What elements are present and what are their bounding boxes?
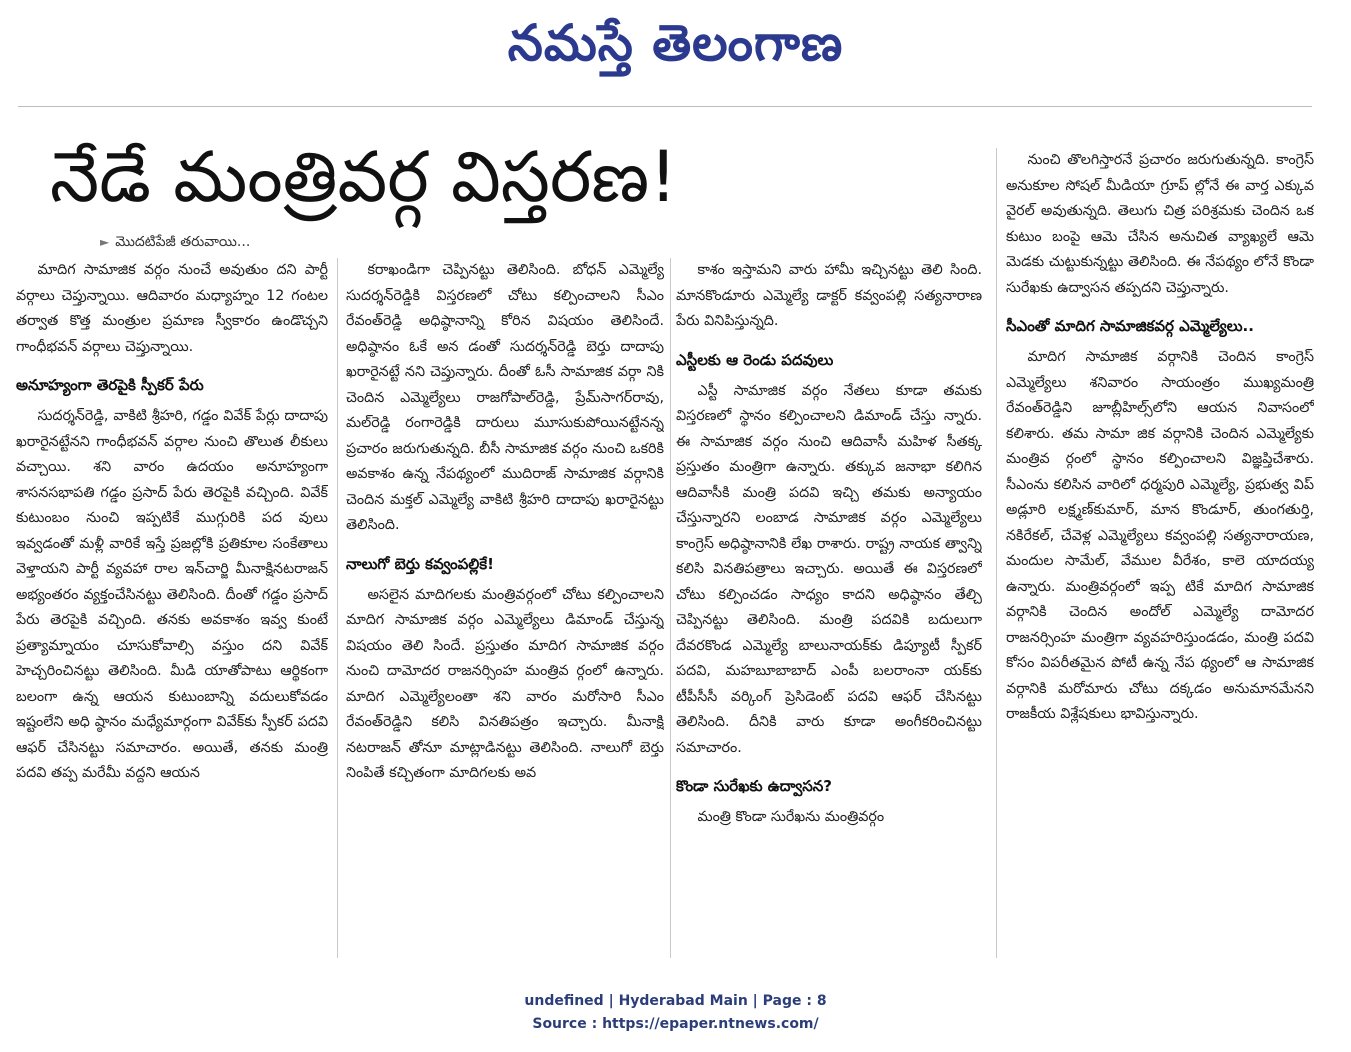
subheading: సీఎంతో మాదిగ సామాజికవర్గ ఎమ్మెల్యేలు..: [1006, 317, 1254, 335]
subheading: ఎస్టీలకు ఆ రెండు పదవులు: [676, 350, 834, 369]
headline: నేడే మంత్రివర్గ విస్తరణ!: [50, 136, 678, 218]
article-column-4: [1006, 148, 1314, 960]
column-divider: [337, 258, 338, 958]
newspaper-logo: నమస్తే తెలంగాణ: [507, 14, 844, 72]
column-divider: [996, 148, 997, 958]
paragraph: అసలైన మాదిగలకు మంత్రివర్గంలో చోటు కల్పించాలని మాదిగ సామాజిక వర్గం ఎమ్మెల్యేలు డిమాండ్ చేస్తున్న విషయం తెలి సిందే. ప్రస్తుతం మాదిగ సామాజిక వర్గం నుంచి దామోదర రాజనర్సింహ మంత్రివ ర్గంలో ఉన్నారు. మాదిగ ఎమ్మెల్యేలంతా శని వారం మరోసారి సీఎం రేవంత్‌రెడ్డిని కలిసి వినతిపత్రం ఇచ్చారు. మీనాక్షి నటరాజన్ తోనూ మాట్లాడినట్టు తెలిసింది. నాలుగో బెర్తు నింపితే కచ్చితంగా మాదిగలకు అవ: [346, 586, 664, 781]
subheading: నాలుగో బెర్తు కవ్వంపల్లికే!: [346, 554, 494, 573]
paragraph: మాదిగ సామాజిక వర్గానికి చెందిన కాంగ్రెస్ ఎమ్మెల్యేలు శనివారం సాయంత్రం ముఖ్యమంత్రి రేవంత్‌రెడ్డిని జూబ్లీహిల్స్‌లోని ఆయన నివాసంలో కలిశారు. తమ సామా జిక వర్గానికి చెందిన ఎమ్మెల్యేకు మంత్రివ ర్గంలో స్థానం కల్పించాలని విజ్ఞప్తిచేశారు. సీఎంను కలిసిన వారిలో ధర్మపురి ఎమ్మెల్యే, ప్రభుత్వ విప్ అడ్లూరి లక్ష్మణ్‌కుమార్, మాన కొండూర్, తుంగతుర్తి, నకిరేకల్, చేవెళ్ల ఎమ్మెల్యేలు కవ్వంపల్లి సత్యనారాయణ, మందుల సామేల్, వేముల వీరేశం, కాలె యాదయ్య ఉన్నారు. మంత్రివర్గంలో ఇప్ప టికే మాదిగ సామాజిక వర్గానికి చెందిన అందోల్ ఎమ్మెల్యే దామోదర రాజనర్సింహ మంత్రిగా వ్యవహరిస్తుండడం, మంత్రి పదవి కోసం విపరీతమైన పోటీ ఉన్న నేప థ్యంలో ఆ సామాజిక వర్గానికి మరోమారు చోటు దక్కడం అనుమానమేనని రాజకీయ విశ్లేషకులు భావిస్తున్నారు.: [1006, 349, 1314, 722]
paragraph: నుంచి తొలగిస్తారనే ప్రచారం జరుగుతున్నది. కాంగ్రెస్ అనుకూల సోషల్ మీడియా గ్రూప్ ల్లోనే ఈ వార్త ఎక్కువ వైరల్ అవుతున్నది. తెలుగు చిత్ర పరిశ్రమకు చెందిన ఒక కుటుం బంపై ఆమె చేసిన అనుచిత వ్యాఖ్యలే ఆమె మెడకు చుట్టుకున్నట్టు తెలిసింది. ఈ నేపథ్యం లోనే కొండా సురేఖకు ఉద్వాసన తప్పదని చెప్తున్నారు.: [1006, 152, 1314, 296]
paragraph: ఎస్టీ సామాజిక వర్గం నేతలు కూడా తమకు విస్తరణలో స్థానం కల్పించాలని డిమాండ్ చేస్తు న్నారు. ఈ సామాజిక వర్గం నుంచి ఆదివాసీ మహిళ సీతక్క ప్రస్తుతం మంత్రిగా ఉన్నారు. తక్కువ జనాభా కలిగిన ఆదివాసీకి మంత్రి పదవి ఇచ్చి తమకు అన్యాయం చేస్తున్నారని లంబాడ సామాజిక వర్గం ఎమ్మెల్యేలు కాంగ్రెస్ అధిష్ఠానానికి లేఖ రాశారు. రాష్ట్ర నాయక త్వాన్ని కలిసి వినతిపత్రాలు ఇచ్చారు. అయితే ఈ విస్తరణలో చోటు కల్పించడం సాధ్యం కాదని అధిష్ఠానం తేల్చి చెప్పినట్టు తెలిసింది. మంత్రి పదవికి బదులుగా దేవరకొండ ఎమ్మెల్యే బాలునాయక్‌కు డిప్యూటీ స్పీకర్ పదవి, మహబూబాబాద్ ఎంపీ బలరాంనా యక్‌కు టీపీసీసీ వర్కింగ్ ప్రెసిడెంట్ పదవి ఆఫర్ చేసినట్టు తెలిసింది. దీనికి వారు కూడా అంగీకరించినట్టు సమాచారం.: [676, 382, 982, 756]
article-column-2: [346, 258, 664, 960]
paragraph: మంత్రి కొండా సురేఖను మంత్రివర్గం: [697, 809, 885, 825]
footer-source: Source : https://epaper.ntnews.com/: [532, 1016, 819, 1032]
footer-page-info: undefined | Hyderabad Main | Page : 8: [524, 993, 827, 1009]
masthead: [0, 4, 1351, 82]
article-column-3: [676, 258, 982, 960]
masthead-divider: [18, 106, 1312, 107]
paragraph: కరాఖండిగా చెప్పినట్టు తెలిసింది. బోధన్ ఎమ్మెల్యే సుదర్శన్‌రెడ్డికి విస్తరణలో చోటు కల్పించాలని సీఎం రేవంత్‌రెడ్డి అధిష్ఠానాన్ని కోరిన విషయం తెలిసిందే. అధిష్ఠానం ఓకే అన డంతో సుదర్శన్‌రెడ్డి బెర్తు దాదాపు ఖరారైనట్టే నని చెప్తున్నారు. దీంతో ఓసీ సామాజిక వర్గా నికి చెందిన ఎమ్మెల్యేలు రాజగోపాల్‌రెడ్డి, ప్రేమ్‌సాగర్‌రావు, మల్‌రెడ్డి రంగారెడ్డికి దారులు మూసుకుపోయినట్టేనన్న ప్రచారం జరుగుతున్నది. బీసీ సామాజిక వర్గం నుంచి ఒకరికి అవకాశం ఉన్న నేపథ్యంలో ముదిరాజ్ సామాజిక వర్గానికి చెందిన మక్తల్ ఎమ్మెల్యే వాకిటి శ్రీహరి దాదాపు ఖరారైనట్టు తెలిసింది.: [346, 262, 664, 533]
continued-label: మొదటిపేజీ తరువాయి...: [115, 234, 251, 250]
paragraph: మాదిగ సామాజిక వర్గం నుంచే అవుతుం దని పార్టీ వర్గాలు చెప్తున్నాయి. ఆదివారం మధ్యాహ్నం 12 గంటల తర్వాత కొత్త మంత్రుల ప్రమాణ స్వీకారం ఉండొచ్చని గాంధీభవన్ వర్గాలు చెప్తున్నాయి.: [16, 262, 328, 355]
subheading: కొండా సురేఖకు ఉద్వాసన?: [676, 777, 832, 795]
continued-from-front-page: [100, 232, 250, 252]
paragraph: కాశం ఇస్తామని వారు హామీ ఇచ్చినట్టు తెలి సింది. మానకొండూరు ఎమ్మెల్యే డాక్టర్ కవ్వంపల్లి సత్యనారాణ పేరు వినిపిస్తున్నది.: [676, 262, 982, 329]
article-column-1: [16, 258, 328, 960]
paragraph: సుదర్శన్‌రెడ్డి, వాకిటి శ్రీహరి, గడ్డం వివేక్ పేర్లు దాదాపు ఖరారైనట్టేనని గాంధీభవన్ వర్గాల నుంచి తొలుత లీకులు వచ్చాయి. శని వారం ఉదయం అనూహ్యంగా శాసనసభాపతి గడ్డం ప్రసాద్ పేరు తెరపైకి వచ్చింది. వివేక్ కుటుంబం నుంచి ఇప్పటికే ముగ్గురికి పద వులు ఇవ్వడంతో మళ్లీ వారికే ఇస్తే ప్రజల్లోకి ప్రతికూల సంకేతాలు వెళ్తాయని పార్టీ వ్యవహా రాల ఇన్‌చార్జి మీనాక్షినటరాజన్ అభ్యంతరం వ్యక్తంచేసినట్టు తెలిసింది. దీంతో గడ్డం ప్రసాద్ పేరు తెరపైకి వచ్చింది. తనకు అవకాశం ఇవ్వ కుంటే ప్రత్యామ్నాయం చూసుకోవాల్సి వస్తుం దని వివేక్ హెచ్చరించినట్టు తెలిసింది. మీడి యాతోపాటు ఆర్థికంగా బలంగా ఉన్న ఆయన కుటుంబాన్ని వదులుకోవడం ఇష్టంలేని అధి ష్ఠానం మధ్యేమార్గంగా వివేక్‌కు స్పీకర్ పదవి ఆఫర్ చేసినట్టు సమాచారం. అయితే, తనకు మంత్రి పదవి తప్ప మరేమీ వద్దని ఆయన: [16, 408, 328, 781]
column-divider: [670, 258, 671, 958]
subheading: అనూహ్యంగా తెరపైకి స్పీకర్ పేరు: [16, 376, 204, 394]
chevron-right-icon: ►: [100, 235, 110, 249]
